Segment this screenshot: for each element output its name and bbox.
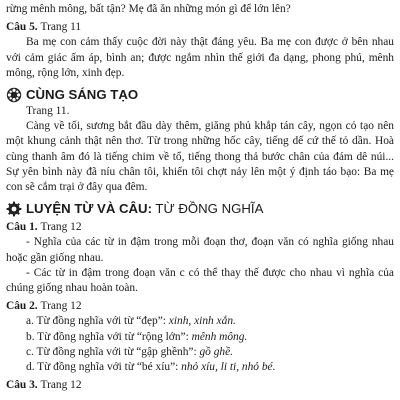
gear-icon	[6, 201, 22, 217]
question-1-page: Trang 12	[40, 221, 82, 234]
question-2-item-d	[6, 360, 394, 375]
question-5-page: Trang 11	[40, 21, 82, 34]
question-1-bullet-2: - Các từ in đậm trong đoạn văn c có thể thay thế được cho nhau vì nghĩa của chúng giống nhau hoàn toàn.	[6, 266, 394, 295]
top-line: rừng mênh mông, bất tận? Mẹ đã ăn những món gì để lớn lên?	[6, 3, 291, 15]
item-b-prefix: b. Từ đồng nghĩa với từ “rộng lớn”:	[26, 330, 192, 343]
question-2-item-b	[6, 330, 394, 345]
item-a-prefix: a. Từ đồng nghĩa với từ “đẹp”:	[26, 315, 169, 328]
cung-sang-tao-page: Trang 11.	[26, 105, 70, 118]
section-heading-text-normal: TỪ ĐỒNG NGHĨA	[151, 201, 264, 217]
section-luyen-tu-va-cau	[6, 200, 394, 217]
item-c-prefix: c. Từ đồng nghĩa với từ “gập ghềnh”:	[26, 345, 200, 358]
question-5-number: Câu 5.	[6, 21, 38, 34]
question-2-item-c	[6, 345, 394, 360]
question-2-label	[6, 299, 394, 314]
question-1-bullet-1: - Nghĩa của các từ in đậm trong mỗi đoạn thơ, đoạn văn có nghĩa giống nhau hoặc gần giống nhau.	[6, 236, 394, 264]
item-d-answer: nhỏ xíu, li ti, nhỏ bé.	[181, 361, 276, 374]
question-5-label	[6, 20, 394, 35]
question-5-answer: Ba mẹ con cảm thấy cuộc đời này thật đáng yêu. Ba mẹ con được ở bên nhau với cảm giác ấm áp, bình an; được ngắm nhìn thế giới đa dạng, phong phú, mênh mông, rộng lớn, xinh đẹp.	[6, 36, 394, 79]
question-3-page: Trang 12	[40, 379, 82, 392]
item-c-answer: gồ ghề.	[199, 345, 234, 358]
item-d-prefix: d. Từ đồng nghĩa với từ “bé xíu”:	[26, 361, 182, 374]
cung-sang-tao-paragraph: Càng về tối, sương bắt đầu dày thêm, giăng phủ khắp tán cây, ngọn cỏ tạo nên một khung cảnh thật nên thơ. Từ trong những hốc cây, tiếng dế cứ thế tỏ dần. Hoà cùng thanh âm đó là tiếng chim về tổ, tiếng thong thả bước chân của đám dê núi... Sự yên bình này đã níu chân tôi, khiến tôi chợt nảy lên một ý định táo bạo: Ba mẹ con sẽ cắm trại ở đây qua đêm.	[6, 120, 394, 194]
item-a-answer: xinh, xinh xắn.	[168, 315, 236, 328]
question-2-number: Câu 2.	[6, 300, 38, 313]
section-cung-sang-tao	[6, 86, 394, 103]
question-2-item-a	[6, 314, 394, 329]
question-1-number: Câu 1.	[6, 221, 38, 234]
question-2-page: Trang 12	[40, 300, 82, 313]
question-3-label	[6, 378, 394, 393]
question-3-number: Câu 3.	[6, 379, 38, 392]
question-1-label	[6, 220, 394, 235]
section-heading-text: CÙNG SÁNG TẠO	[26, 87, 139, 103]
section-heading-text-bold: LUYỆN TỪ VÀ CÂU:	[26, 201, 152, 217]
item-b-answer: mênh mông.	[191, 330, 248, 343]
gear-flower-icon	[6, 87, 22, 103]
